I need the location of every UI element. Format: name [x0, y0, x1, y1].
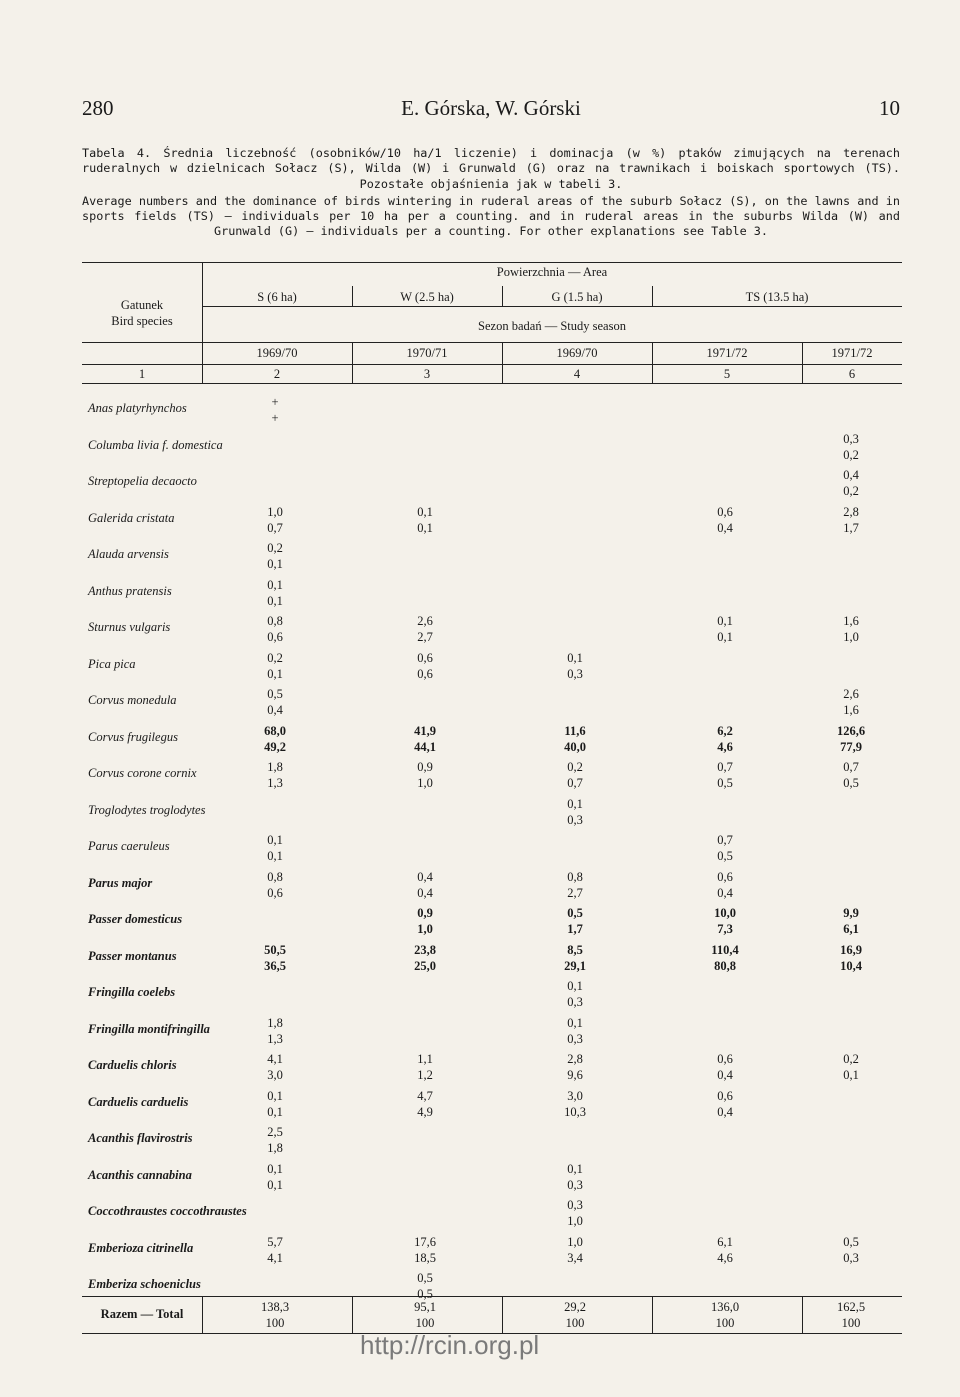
cell-count: 0,2 [843, 1052, 859, 1066]
species-name: Galerida cristata [88, 510, 175, 525]
species-name: Fringilla montifringilla [88, 1021, 210, 1036]
cell-dominance: 0,3 [567, 1031, 583, 1046]
species-name: Coccothraustes coccothraustes [88, 1204, 247, 1218]
table-cell [240, 832, 310, 864]
table-cell [816, 613, 886, 645]
cell-count: 0,6 [417, 650, 433, 665]
col-number-5: 5 [723, 367, 731, 381]
cell-count: 0,6 [717, 1088, 733, 1103]
cell-count: 0,5 [267, 687, 283, 701]
cell-count: 0,8 [567, 869, 583, 884]
cell-dominance: 1,8 [267, 1141, 283, 1155]
total-percent: 100 [715, 1316, 735, 1330]
table-cell [816, 431, 886, 463]
col-number-1: 1 [138, 367, 146, 381]
table-cell [540, 1197, 610, 1229]
cell-count: 0,6 [717, 869, 733, 884]
table-cell [690, 1088, 760, 1120]
table-cell [390, 650, 460, 682]
season-header: Sezon badań — Study season [478, 319, 626, 333]
cell-count: 0,1 [567, 1015, 583, 1030]
table-cell [240, 650, 310, 682]
cell-count: 0,1 [267, 1088, 283, 1103]
cell-dominance: 25,0 [414, 958, 436, 973]
cell-dominance: 1,0 [843, 630, 859, 644]
area-ts: TS (13.5 ha) [745, 290, 809, 304]
cell-count: 0,2 [267, 541, 283, 555]
table-cell [540, 905, 610, 937]
species-name: Acanthis flavirostris [88, 1131, 193, 1145]
table-cell [390, 1270, 460, 1302]
cell-count: 0,1 [267, 833, 283, 847]
cell-count: 1,8 [267, 760, 283, 774]
table-cell [240, 540, 310, 572]
table-cell [816, 467, 886, 499]
cell-count: 5,7 [267, 1234, 283, 1249]
cell-dominance: 18,5 [414, 1250, 436, 1265]
table-cell [816, 723, 886, 755]
cell-count: 4,1 [267, 1052, 283, 1066]
cell-count: 0,1 [567, 1161, 583, 1176]
cell-count: 1,6 [843, 614, 859, 628]
species-name: Emberiza schoeniclus [88, 1277, 201, 1291]
cell-dominance: 0,7 [267, 520, 283, 535]
data-table [82, 262, 902, 1334]
table-cell [540, 1051, 610, 1083]
cell-count: 0,1 [567, 650, 583, 665]
table-cell [816, 1051, 886, 1083]
cell-count: 2,5 [267, 1125, 283, 1139]
species-name: Acanthis cannabina [88, 1167, 192, 1182]
running-head-authors: E. Górska, W. Górski [401, 96, 581, 120]
cell-dominance: 4,6 [717, 739, 733, 754]
table-cell [540, 869, 610, 901]
cell-dominance: 0,1 [417, 520, 433, 535]
cell-dominance: 6,1 [843, 922, 859, 936]
table-cell [690, 1051, 760, 1083]
cell-count: 126,6 [836, 723, 866, 738]
cell-count: 0,6 [717, 504, 733, 519]
table-cell [690, 613, 760, 645]
table-cell [540, 1161, 610, 1193]
cell-dominance: 0,1 [267, 666, 283, 681]
cell-count: 2,6 [843, 687, 859, 701]
cell-dominance: 29,1 [564, 958, 586, 973]
cell-dominance: 4,6 [717, 1250, 733, 1265]
season-col-6: 1971/72 [831, 346, 873, 360]
cell-count: + [271, 395, 279, 409]
cell-count: 0,1 [567, 979, 583, 993]
cell-count: 2,8 [567, 1052, 583, 1066]
table-cell [540, 1015, 610, 1047]
total-count: 95,1 [414, 1300, 436, 1314]
species-name: Parus major [88, 875, 153, 890]
cell-count: 2,8 [843, 504, 859, 519]
cell-dominance: 44,1 [414, 739, 436, 754]
cell-dominance: 0,4 [717, 1104, 733, 1119]
cell-count: 0,3 [843, 431, 859, 446]
cell-dominance: 0,4 [717, 520, 733, 535]
table-cell [390, 1051, 460, 1083]
page-header [82, 96, 900, 126]
cell-count: 0,1 [267, 1161, 283, 1176]
cell-count: 0,9 [417, 760, 433, 774]
table-cell [690, 723, 760, 755]
species-name: Passer domesticus [88, 912, 183, 926]
season-col-5: 1971/72 [706, 346, 748, 360]
table-cell [540, 942, 610, 974]
species-name: Anas platyrhynchos [88, 401, 187, 415]
table-cell [690, 832, 760, 864]
table-cell [240, 723, 310, 755]
cell-count: 0,4 [843, 468, 859, 482]
cell-count: 0,4 [417, 869, 433, 884]
table-cell [390, 869, 460, 901]
cell-dominance: 0,1 [843, 1068, 859, 1082]
table-cell [240, 759, 310, 791]
running-head-number: 10 [879, 96, 900, 120]
page-number: 280 [82, 96, 114, 120]
table-cell [816, 942, 886, 974]
total-percent: 100 [565, 1316, 585, 1330]
cell-count: 10,0 [714, 906, 736, 920]
cell-dominance: 0,4 [717, 885, 733, 900]
table-cell [540, 759, 610, 791]
cell-count: 1,8 [267, 1015, 283, 1030]
cell-count: 1,1 [417, 1052, 433, 1066]
cell-count: 68,0 [264, 723, 286, 738]
season-col-2: 1969/70 [256, 346, 298, 360]
total-count: 136,0 [710, 1300, 740, 1314]
table-cell [690, 869, 760, 901]
area-header: Powierzchnia — Area [496, 265, 608, 279]
total-cell [540, 1299, 610, 1331]
cell-count: 8,5 [567, 942, 583, 957]
table-cell [540, 1088, 610, 1120]
cell-count: 23,8 [414, 942, 436, 957]
table-cell [690, 1234, 760, 1266]
table-cell [240, 613, 310, 645]
table-cell [690, 905, 760, 937]
cell-dominance: 80,8 [714, 958, 736, 973]
cell-dominance: 3,0 [267, 1068, 283, 1082]
cell-count: 1,0 [267, 504, 283, 519]
table-cell [240, 1124, 310, 1156]
area-w: W (2.5 ha) [400, 290, 454, 304]
col-number-2: 2 [273, 367, 281, 381]
table-caption [82, 146, 900, 240]
table-cell [690, 942, 760, 974]
species-header-pl: Gatunek [120, 298, 164, 312]
cell-count: 0,7 [843, 760, 859, 774]
col-number-4: 4 [573, 367, 581, 381]
table-cell [240, 1088, 310, 1120]
table-cell [690, 504, 760, 536]
table-cell [390, 942, 460, 974]
cell-count: 0,2 [567, 760, 583, 774]
caption-english: Average numbers and the dominance of birds wintering in ruderal areas of the suburb Sołacz (S), on the lawns and in sports fields (TS) — individuals per 10 ha per a counting. and in ruderal areas in the suburbs Wilda (W) and Grunwald (G) — individuals per a counting. For other explanations see Table 3. [82, 193, 900, 239]
total-cell [690, 1299, 760, 1331]
cell-dominance: 0,1 [267, 557, 283, 571]
cell-dominance: 10,4 [840, 958, 862, 973]
cell-count: 0,1 [567, 796, 583, 811]
cell-count: 4,7 [417, 1088, 433, 1103]
species-name: Parus caeruleus [88, 839, 170, 853]
total-count: 162,5 [836, 1300, 866, 1314]
species-name: Pica pica [88, 656, 136, 671]
cell-count: 0,2 [267, 650, 283, 665]
cell-count: 0,5 [567, 906, 583, 920]
table-cell [390, 723, 460, 755]
area-s: S (6 ha) [257, 290, 297, 304]
table-cell [540, 796, 610, 828]
cell-count: 41,9 [414, 723, 436, 738]
table-cell [540, 723, 610, 755]
cell-dominance: 49,2 [264, 739, 286, 754]
cell-dominance: 1,0 [567, 1214, 583, 1228]
cell-dominance: 40,0 [564, 739, 586, 754]
cell-count: 0,9 [417, 906, 433, 920]
cell-count: 2,6 [417, 614, 433, 628]
table-cell [540, 978, 610, 1010]
cell-dominance: 2,7 [417, 630, 433, 644]
cell-dominance: 0,6 [267, 630, 283, 644]
cell-count: 17,6 [414, 1234, 436, 1249]
total-label: Razem — Total [100, 1307, 184, 1321]
cell-dominance: 0,5 [717, 849, 733, 863]
season-col-4: 1969/70 [556, 346, 598, 360]
species-name: Corvus frugilegus [88, 729, 178, 744]
cell-dominance: 0,1 [267, 1177, 283, 1192]
table-cell [240, 1015, 310, 1047]
species-name: Fringilla coelebs [88, 985, 176, 999]
cell-count: 9,9 [843, 906, 859, 920]
cell-dominance: 0,1 [267, 1104, 283, 1119]
cell-dominance: 0,2 [843, 447, 859, 462]
cell-dominance: 0,1 [267, 593, 283, 608]
cell-dominance: + [271, 411, 279, 425]
table-cell [390, 1234, 460, 1266]
cell-dominance: 0,3 [567, 995, 583, 1009]
cell-dominance: 1,7 [567, 922, 583, 936]
species-name: Troglodytes troglodytes [88, 802, 206, 817]
total-percent: 100 [265, 1316, 285, 1330]
col-number-6: 6 [848, 367, 856, 381]
cell-count: 11,6 [564, 723, 586, 738]
table-cell [240, 1051, 310, 1083]
species-name: Columba livia f. domestica [88, 437, 223, 452]
table-cell [390, 1088, 460, 1120]
species-name: Streptopelia decaocto [88, 474, 197, 488]
cell-count: 0,8 [267, 869, 283, 884]
table-cell [390, 613, 460, 645]
cell-dominance: 0,6 [267, 885, 283, 900]
table-cell [816, 759, 886, 791]
total-percent: 100 [841, 1316, 861, 1330]
species-name: Emberioza citrinella [88, 1240, 194, 1255]
total-cell [816, 1299, 886, 1331]
cell-count: 3,0 [567, 1088, 583, 1103]
cell-dominance: 0,4 [267, 703, 283, 717]
cell-dominance: 77,9 [840, 739, 862, 754]
cell-dominance: 0,4 [717, 1068, 733, 1082]
cell-count: 110,4 [711, 942, 739, 957]
table-cell [240, 504, 310, 536]
table-cell [240, 942, 310, 974]
cell-count: 16,9 [840, 942, 862, 957]
cell-dominance: 1,0 [417, 922, 433, 936]
table-cell [240, 1234, 310, 1266]
cell-dominance: 1,6 [843, 703, 859, 717]
total-percent: 100 [415, 1316, 435, 1330]
table-cell [816, 905, 886, 937]
cell-dominance: 0,1 [717, 630, 733, 644]
season-col-3: 1970/71 [406, 346, 448, 360]
col-number-3: 3 [423, 367, 431, 381]
table-cell [540, 1234, 610, 1266]
cell-dominance: 0,3 [567, 812, 583, 827]
cell-dominance: 0,3 [567, 666, 583, 681]
cell-count: 0,7 [717, 760, 733, 774]
total-cell [240, 1299, 310, 1331]
cell-dominance: 0,3 [843, 1250, 859, 1265]
cell-count: 0,1 [717, 614, 733, 628]
cell-count: 6,2 [717, 723, 733, 738]
table-cell [816, 1234, 886, 1266]
caption-polish: Tabela 4. Średnia liczebność (osobników/10 ha/1 liczenie) i dominacja (w %) ptaków zimujących na terenach ruderalnych w dzielnicach Sołacz (S), Wilda (W) i Grunwald (G) oraz na trawnikach i boiskach sportowych (TS). Pozostałe objaśnienia jak w tabeli 3. [82, 146, 900, 191]
cell-dominance: 1,2 [417, 1068, 433, 1082]
cell-count: 0,1 [267, 577, 283, 592]
cell-dominance: 9,6 [567, 1068, 583, 1082]
cell-dominance: 0,7 [567, 776, 583, 790]
cell-dominance: 0,1 [267, 849, 283, 863]
cell-dominance: 1,7 [843, 520, 859, 535]
cell-dominance: 0,4 [417, 885, 433, 900]
cell-dominance: 0,3 [567, 1177, 583, 1192]
cell-count: 0,7 [717, 833, 733, 847]
watermark-url: http://rcin.org.pl [360, 1330, 540, 1360]
cell-dominance: 4,9 [417, 1104, 433, 1119]
table-cell [816, 504, 886, 536]
total-count: 29,2 [564, 1300, 586, 1314]
cell-count: 0,5 [843, 1234, 859, 1249]
cell-dominance: 2,7 [567, 885, 583, 900]
cell-dominance: 10,3 [564, 1104, 586, 1119]
species-name: Carduelis chloris [88, 1058, 177, 1072]
cell-count: 0,1 [417, 504, 433, 519]
cell-dominance: 1,3 [267, 776, 283, 790]
area-g: G (1.5 ha) [551, 290, 603, 304]
table-cell [240, 869, 310, 901]
species-name: Carduelis carduelis [88, 1094, 189, 1109]
cell-dominance: 0,5 [843, 776, 859, 790]
cell-dominance: 1,3 [267, 1031, 283, 1046]
cell-count: 1,0 [567, 1234, 583, 1249]
table-cell [240, 1161, 310, 1193]
cell-count: 0,5 [417, 1271, 433, 1285]
cell-dominance: 4,1 [267, 1250, 283, 1265]
cell-dominance: 7,3 [717, 922, 733, 936]
cell-dominance: 0,2 [843, 484, 859, 498]
cell-dominance: 3,4 [567, 1250, 583, 1265]
cell-dominance: 0,6 [417, 666, 433, 681]
total-count: 138,3 [260, 1300, 290, 1314]
species-name: Passer montanus [88, 948, 177, 963]
species-name: Corvus monedula [88, 693, 177, 707]
table-cell [240, 686, 310, 718]
total-cell [390, 1299, 460, 1331]
cell-dominance: 36,5 [264, 958, 286, 973]
table-cell [390, 504, 460, 536]
cell-count: 6,1 [717, 1234, 733, 1249]
species-name: Anthus pratensis [88, 583, 172, 598]
species-name: Sturnus vulgaris [88, 620, 171, 634]
cell-count: 0,6 [717, 1052, 733, 1066]
species-name: Alauda arvensis [88, 547, 169, 561]
species-header-en: Bird species [111, 314, 173, 328]
cell-dominance: 1,0 [417, 776, 433, 790]
cell-count: 0,8 [267, 614, 283, 628]
cell-dominance: 0,5 [417, 1287, 433, 1301]
table-cell [540, 650, 610, 682]
cell-count: 0,3 [567, 1198, 583, 1212]
cell-dominance: 0,5 [717, 776, 733, 790]
table-cell [240, 577, 310, 609]
table-cell [816, 686, 886, 718]
species-name: Corvus corone cornix [88, 766, 197, 780]
table-cell [390, 905, 460, 937]
table-cell [690, 759, 760, 791]
table-cell [390, 759, 460, 791]
table-cell [240, 394, 310, 426]
cell-count: 50,5 [264, 942, 286, 957]
